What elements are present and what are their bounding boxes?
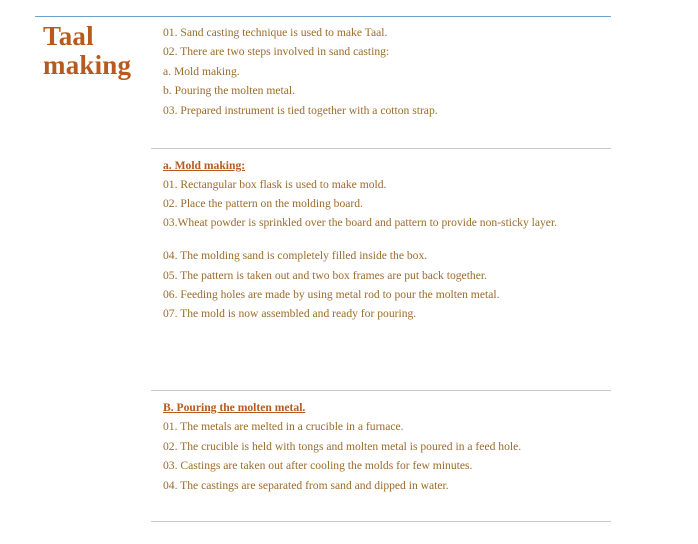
section-heading: a. Mold making: [163,159,246,172]
page-title: Taal making [43,21,132,80]
top-divider [35,16,611,17]
list-item: 01. Rectangular box flask is used to make mold. [163,178,387,191]
list-item: b. Pouring the molten metal. [163,84,296,97]
list-item: 07. The mold is now assembled and ready for pouring. [163,307,417,320]
list-item: 02. Place the pattern on the molding board. [163,197,363,210]
list-item: 03.Wheat powder is sprinkled over the board and pattern to provide non-sticky layer. [163,216,558,229]
list-item: 01. The metals are melted in a crucible in a furnace. [163,420,404,433]
list-item: 02. There are two steps involved in sand casting: [163,45,390,58]
list-item: 06. Feeding holes are made by using metal rod to pour the molten metal. [163,288,500,301]
list-item: 05. The pattern is taken out and two box frames are put back together. [163,269,487,282]
section-heading: B. Pouring the molten metal. [163,401,306,414]
section-divider [151,390,611,391]
list-item: 03. Castings are taken out after cooling the molds for few minutes. [163,459,473,472]
list-item: 03. Prepared instrument is tied together with a cotton strap. [163,104,438,117]
list-item: 01. Sand casting technique is used to make Taal. [163,26,388,39]
list-item: 02. The crucible is held with tongs and molten metal is poured in a feed hole. [163,440,522,453]
section-divider [151,148,611,149]
list-item: 04. The molding sand is completely filled inside the box. [163,249,428,262]
list-item: 04. The castings are separated from sand and dipped in water. [163,479,449,492]
section-divider [151,521,611,522]
list-item: a. Mold making. [163,65,240,78]
